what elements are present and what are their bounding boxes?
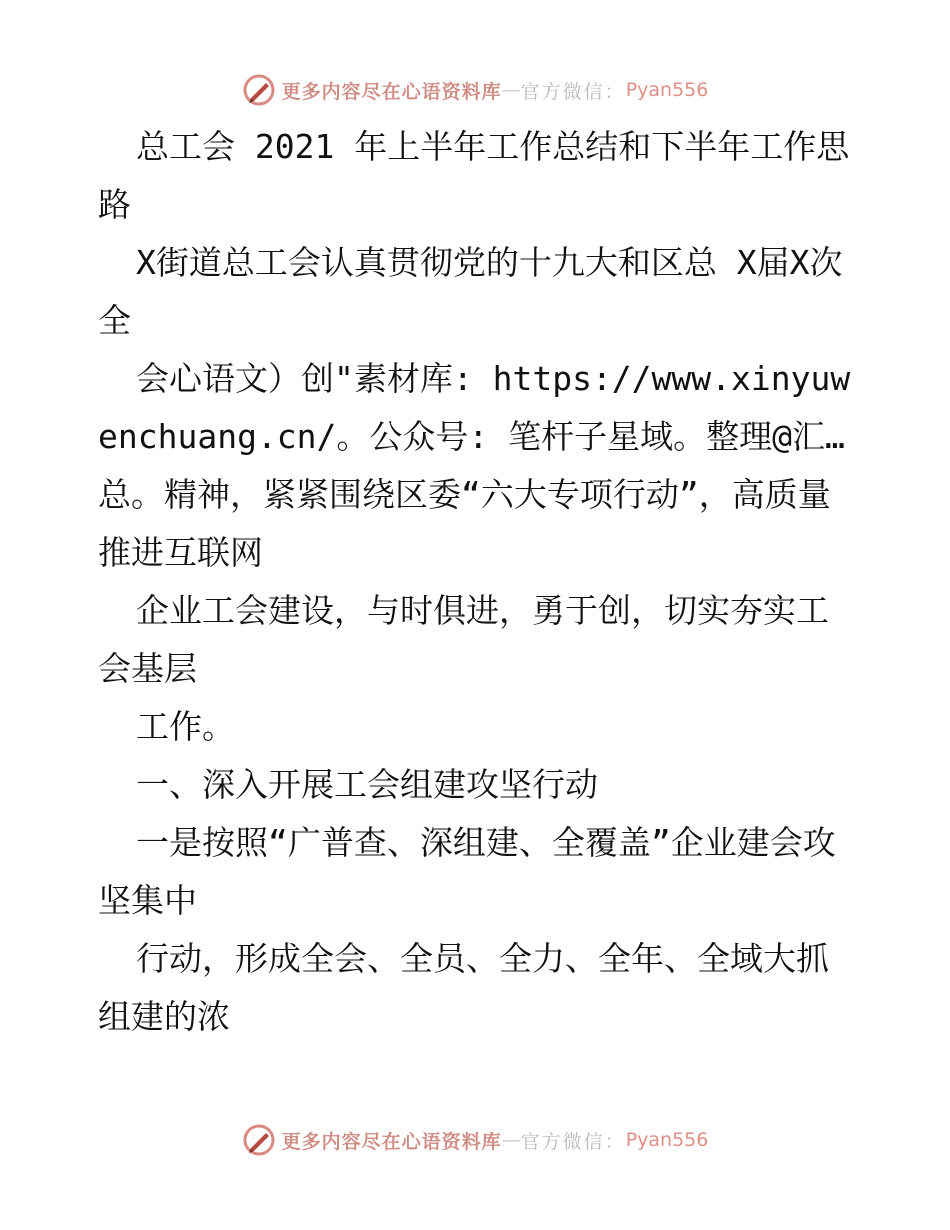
watermark-wechat-id: Pyan556 bbox=[625, 79, 709, 101]
paragraph: X街道总工会认真贯彻党的十九大和区总 X届X次全 bbox=[98, 243, 843, 340]
document-body bbox=[98, 118, 858, 1046]
header-watermark-banner bbox=[0, 70, 950, 110]
paragraph: 工作。 bbox=[136, 707, 235, 746]
pen-logo-icon bbox=[242, 73, 276, 107]
paragraph: 企业工会建设，与时俱进，勇于创，切实夯实工会基层 bbox=[98, 591, 829, 688]
paragraph: 会心语文）创"素材库: https://www.xinyuwenchuang.cn/。公众号: 笔杆子星域。整理@汇…总。精神，紧紧围绕区委“六大专项行动”，高质量推进互联网 bbox=[98, 359, 851, 572]
footer-watermark-banner bbox=[0, 1120, 950, 1160]
paragraph: 行动，形成全会、全员、全力、全年、全域大抓组建的浓 bbox=[98, 939, 829, 1036]
section-heading: 一、深入开展工会组建攻坚行动 bbox=[136, 765, 598, 804]
watermark-dash: — bbox=[501, 1129, 521, 1151]
document-title: 总工会 2021 年上半年工作总结和下半年工作思路 bbox=[98, 127, 850, 224]
watermark-wechat-label: 官方微信： bbox=[520, 80, 626, 103]
watermark-wechat-label: 官方微信： bbox=[520, 1130, 626, 1153]
watermark-dash: — bbox=[501, 79, 521, 101]
watermark-promo-text: 更多内容尽在心语资料库 bbox=[281, 1130, 502, 1153]
watermark-wechat-id: Pyan556 bbox=[625, 1129, 709, 1151]
watermark-promo-text: 更多内容尽在心语资料库 bbox=[281, 80, 502, 103]
pen-logo-icon bbox=[242, 1123, 276, 1157]
paragraph: 一是按照“广普查、深组建、全覆盖”企业建会攻坚集中 bbox=[98, 823, 836, 920]
